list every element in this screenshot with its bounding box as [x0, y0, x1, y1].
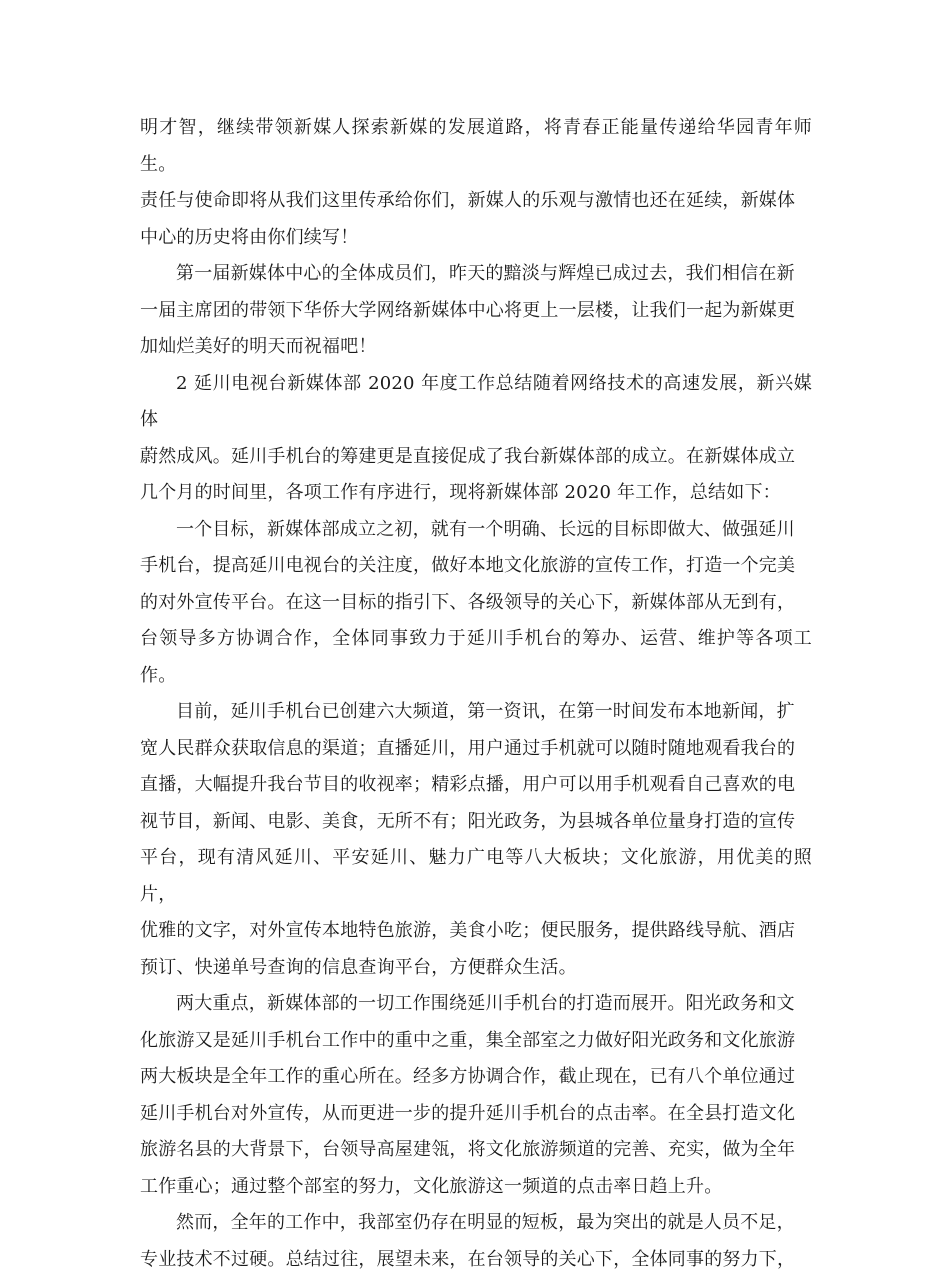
document-body	[140, 110, 812, 1278]
paragraph-6: 两大重点，新媒体部的一切工作围绕延川手机台的打造而展开。阳光政务和文 化旅游又是延川手机台工作中的重中之重，集全部室之力做好阳光政务和文化旅游 两大板块是全年工作的重心所在。经多方协调合作，截止现在，已有八个单位通过 延川手机台对外宣传，从而更进一步的提升延川手机台的点击率。在全县打造文化 旅游名县的大背景下，台领导高屋建瓴，将文化旅游频道的完善、充实，做为全年 工作重心；通过整个部室的努力，文化旅游这一频道的点击率日趋上升。	[140, 993, 796, 1197]
paragraph-4: 一个目标，新媒体部成立之初，就有一个明确、长远的目标即做大、做强延川 手机台，提高延川电视台的关注度，做好本地文化旅游的宣传工作，打造一个完美 的对外宣传平台。在这一目标的指引下、各级领导的关心下，新媒体部从无到有， 台领导多方协调合作，全体同事致力于延川手机台的筹办、运营、维护等各项工作。	[140, 518, 812, 686]
paragraph-3: 2 延川电视台新媒体部 2020 年度工作总结随着网络技术的高速发展，新兴媒体 蔚然成风。延川手机台的筹建更是直接促成了我台新媒体部的成立。在新媒体成立 几个月的时间里，各项工作有序进行，现将新媒体部 2020 年工作，总结如下：	[140, 372, 812, 503]
paragraph-2: 第一届新媒体中心的全体成员们，昨天的黯淡与辉煌已成过去，我们相信在新 一届主席团的带领下华侨大学网络新媒体中心将更上一层楼，让我们一起为新媒更 加灿烂美好的明天而祝福吧！	[140, 263, 796, 357]
paragraph-7: 然而，全年的工作中，我部室仍存在明显的短板，最为突出的就是人员不足， 专业技术不过硬。总结过往，展望未来，在台领导的关心下，全体同事的努力下，	[140, 1212, 796, 1270]
paragraph-1: 明才智，继续带领新媒人探索新媒的发展道路，将青春正能量传递给华园青年师生。 责任与使命即将从我们这里传承给你们，新媒人的乐观与激情也还在延续，新媒体 中心的历史将由你们续写！	[140, 117, 812, 248]
paragraph-5: 目前，延川手机台已创建六大频道，第一资讯，在第一时间发布本地新闻，扩 宽人民群众获取信息的渠道；直播延川，用户通过手机就可以随时随地观看我台的 直播，大幅提升我台节目的收视率；精彩点播，用户可以用手机观看自己喜欢的电 视节目，新闻、电影、美食，无所不有；阳光政务，为县城各单位量身打造的宣传 平台，现有清风延川、平安延川、魅力广电等八大板块；文化旅游，用优美的照片， 优雅的文字，对外宣传本地特色旅游，美食小吃；便民服务，提供路线导航、酒店 预订、快递单号查询的信息查询平台，方便群众生活。	[140, 701, 812, 978]
